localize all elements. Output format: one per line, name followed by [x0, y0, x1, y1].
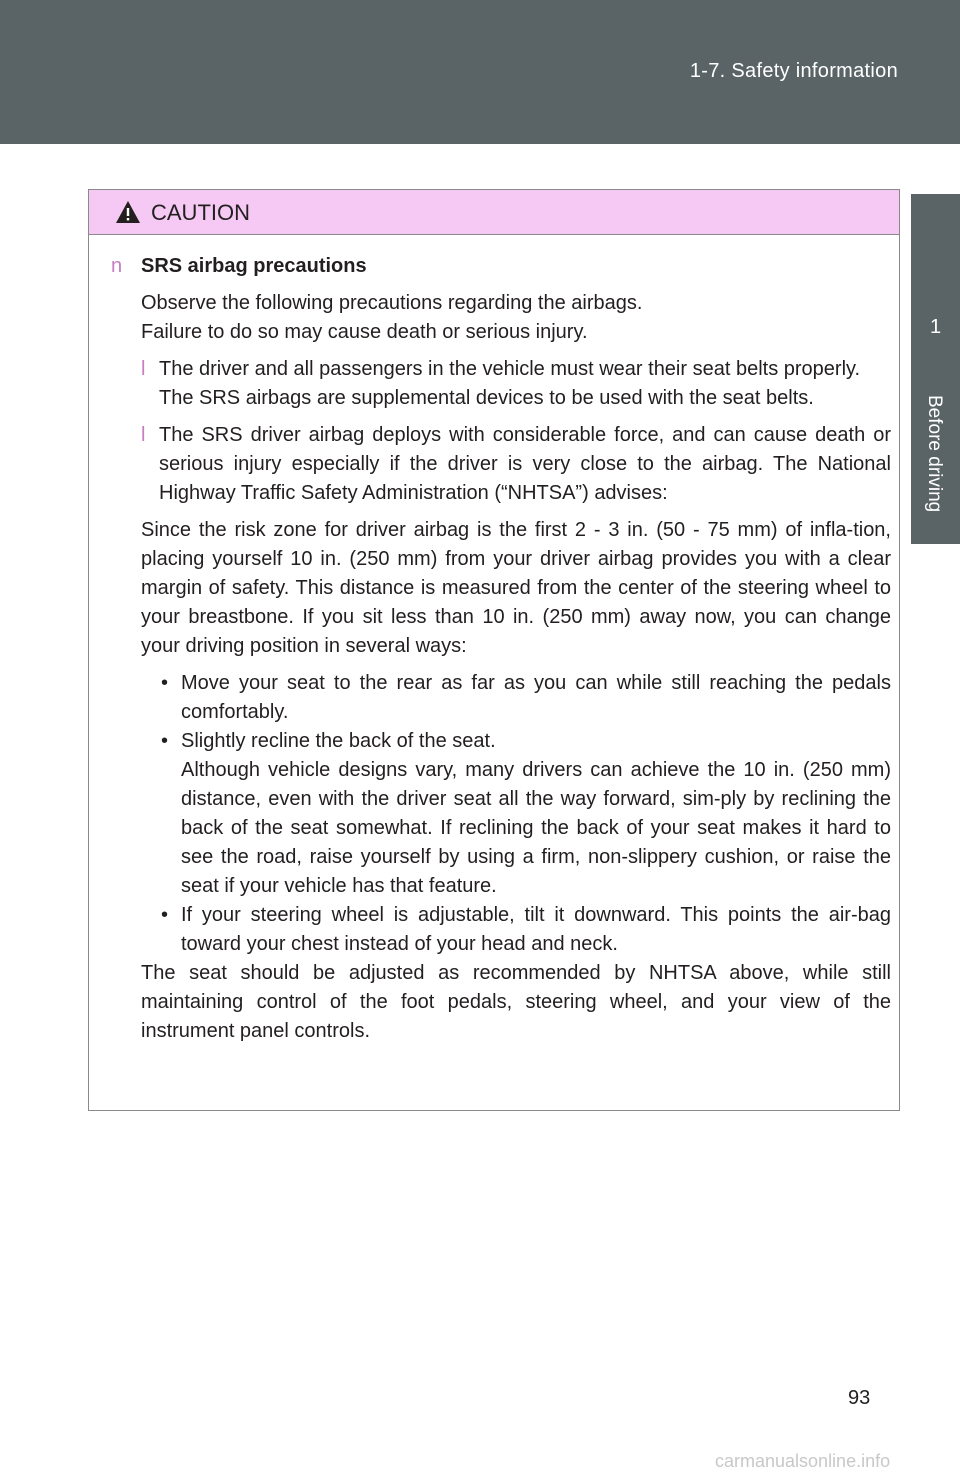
caution-title: CAUTION	[151, 200, 250, 225]
sub-list-item	[111, 727, 891, 901]
section-title: 1-7. Safety information	[689, 60, 898, 82]
section-heading-text: SRS airbag precautions	[141, 255, 367, 277]
list-item	[111, 421, 891, 508]
nhtsa-paragraph: Since the risk zone for driver airbag is the first 2 - 3 in. (50 - 75 mm) of infla-tion, placing yourself 10 in. (250 mm) from your driver airbag provides you with a clear margin of safety. This distance is measured from the center of the steering wheel to your breastbone. If you sit less than 10 in. (250 mm) away now, you can change your driving position in several ways:	[141, 519, 891, 657]
caution-content	[111, 252, 891, 1054]
intro-line: Observe the following precautions regarding the airbags.	[141, 292, 643, 314]
bullet-text: The SRS airbags are supplemental devices to be used with the seat belts.	[159, 387, 814, 409]
section-marker: n	[111, 255, 123, 277]
section-heading	[111, 252, 891, 281]
sub-item-text: If your steering wheel is adjustable, tilt it downward. This points the air-bag toward your chest instead of your head and neck.	[181, 904, 891, 955]
intro-paragraph	[111, 289, 891, 347]
sub-list-item	[111, 901, 891, 959]
sub-bullet-dot: •	[161, 672, 169, 694]
sub-bullet-dot: •	[161, 730, 169, 752]
bullet-text: The driver and all passengers in the vehicle must wear their seat belts properly.	[159, 358, 861, 380]
sub-item-text: Move your seat to the rear as far as you can while still reaching the pedals comfortably.	[181, 672, 891, 723]
warning-icon	[115, 200, 141, 224]
watermark: carmanualsonline.info	[715, 1451, 891, 1471]
sub-list-item	[111, 669, 891, 727]
bullet-marker: l	[141, 358, 146, 380]
list-item	[111, 355, 891, 413]
bullet-marker: l	[141, 424, 146, 446]
page-number: 93	[848, 1387, 871, 1409]
intro-line: Failure to do so may cause death or serious injury.	[141, 321, 588, 343]
sub-item-text: Although vehicle designs vary, many drivers can achieve the 10 in. (250 mm) distance, even with the driver seat all the way forward, sim-ply by reclining the back of the seat somewhat. If reclining the back of your seat makes it hard to see the road, raise yourself by using a firm, non-slippery cushion, or raise the seat if your vehicle has that feature.	[181, 759, 891, 897]
caution-box	[88, 189, 900, 1111]
chapter-label: Before driving	[924, 395, 945, 513]
caution-header	[89, 190, 899, 235]
sub-bullet-dot: •	[161, 904, 169, 926]
chapter-number: 1	[929, 316, 942, 338]
closing-paragraph: The seat should be adjusted as recommended by NHTSA above, while still maintaining control of the foot pedals, steering wheel, and your view of the instrument panel controls.	[141, 962, 891, 1042]
sub-item-text: Slightly recline the back of the seat.	[181, 730, 496, 752]
bullet-text: The SRS driver airbag deploys with considerable force, and can cause death or serious injury especially if the driver is very close to the airbag. The National Highway Traffic Safety Administration (“NHTSA”) advises:	[159, 424, 891, 504]
